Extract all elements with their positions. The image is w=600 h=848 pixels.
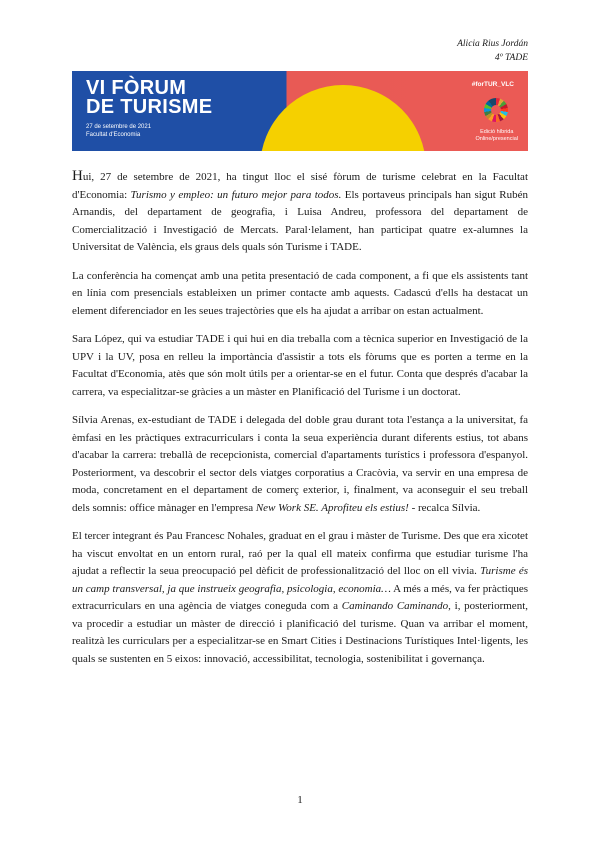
edition-line1: Edició híbrida: [480, 129, 514, 135]
page-number: 1: [297, 794, 303, 806]
banner-date: 27 de setembre de 2021: [86, 124, 152, 130]
paragraph-pau: El tercer integrant és Pau Francesc Nohales, graduat en el grau i màster de Turisme. Des que era xicotet ha viscut envoltat en un entorn rural, raó per la qual ell mateix confirma que estudiar turisme l'ha ajudat a reflectir la seua preocupació pel dèficit de professionalització del lloc on ell vivia. Turisme és un camp transversal, ja que instrueix geografia, psicologia, economia… A més a més, va fer pràctiques extracurriculars en una agència de viatges coneguda com a Caminando Caminando, i, posteriorment, va procedir a estudiar un màster de direcció i planificació del turisme. Quan va arribar el moment, realitzà les curriculars per a especialitzar-se en Smart Cities i Destinacions Turístiques Intel·ligents, les quals se sustenten en 5 eixos: innovació, accessibilitat, tecnologia, sostenibilitat i governança.: [72, 530, 529, 665]
banner-subtitle: [86, 124, 151, 139]
author-name: Alicia Rius Jordán: [457, 39, 528, 49]
pau-quote: Turisme és un camp transversal, ja que instrueix geografia, psicologia, economia…: [72, 565, 529, 595]
agency-name: Caminando Caminando: [341, 600, 449, 612]
banner-hashtag: #forTUR_VLC: [471, 81, 514, 88]
paragraph-intro: Hui, 27 de setembre de 2021, ha tingut lloc el sisé fòrum de turisme celebrat en la Facultat d'Economia: Turismo y empleo: un futuro mejor para todos. Els portaveus principals han sigut Rubén Arnandis, del departament de geografia, i Luisa Andreu, professora del departament de Comercialització i Investigació de Mercats. Paral·lelament, han participat quatre ex-alumnes la Universitat de València, els graus dels quals són Turisme i TADE.: [72, 168, 528, 253]
sdg-wheel-icon: [484, 98, 508, 122]
paragraph-conference: La conferència ha començat amb una petita presentació de cada component, a fi que els assistents tant en línia com presencials estableixen un primer contacte amb aquests. Cadascú d'ells ha destacat un element diferenciador en les seues trajectòries que els ha ajudat a arribar on estan actualment.: [72, 269, 528, 317]
edition-line2: Online/presencial: [475, 136, 518, 142]
banner-title-line2: DE TURISME: [86, 96, 213, 118]
banner-edition: [476, 129, 519, 143]
paragraph-silvia: Sílvia Arenas, ex-estudiant de TADE i delegada del doble grau durant tota l'estança a la universitat, fa èmfasi en les pràctiques extracurriculars i conta la seua experiència durant diferents estius, tot abans d'acabar la carrera: treballà de recepcionista, comercial d'apartaments turístics i professora d'espanyol. Posteriorment, va descobrir el sector dels viatges corporatius a Cracòvia, va servir en una empresa de moda, concretament en el departament de comerç exterior, i, finalment, va aconseguir el seu treball dels somnis: office mànager en l'empresa New Work SE. Aprofiteu els estius! - recalca Sílvia.: [72, 414, 528, 514]
course-label: 4º TADE: [494, 53, 528, 63]
paragraph-sara: Sara López, qui va estudiar TADE i qui hui en dia treballa com a tècnica superior en Investigació de la UPV i la UV, posa en relleu la importància d'assistir a tots els fòrums que es porten a terme en la Facultat d'Economia, atès que són molt útils per a orientar-se en el futur. Conta que després d'acabar la carrera, va especialitzar-se gràcies a un màster en Planificació del Turisme i un doctorat.: [72, 333, 528, 398]
banner-title-line1: VI FÒRUM: [86, 77, 187, 99]
banner-title: [86, 79, 212, 117]
author-header: [457, 37, 528, 65]
forum-banner: [72, 71, 528, 151]
drop-cap: H: [72, 168, 83, 184]
silvia-quote: New Work SE. Aprofiteu els estius!: [255, 501, 409, 514]
article-body: [72, 168, 528, 679]
banner-venue: Facultat d'Economia: [86, 131, 141, 138]
forum-slogan: Turismo y empleo: un futuro mejor para todos.: [130, 188, 342, 201]
sun-graphic: [260, 85, 426, 151]
